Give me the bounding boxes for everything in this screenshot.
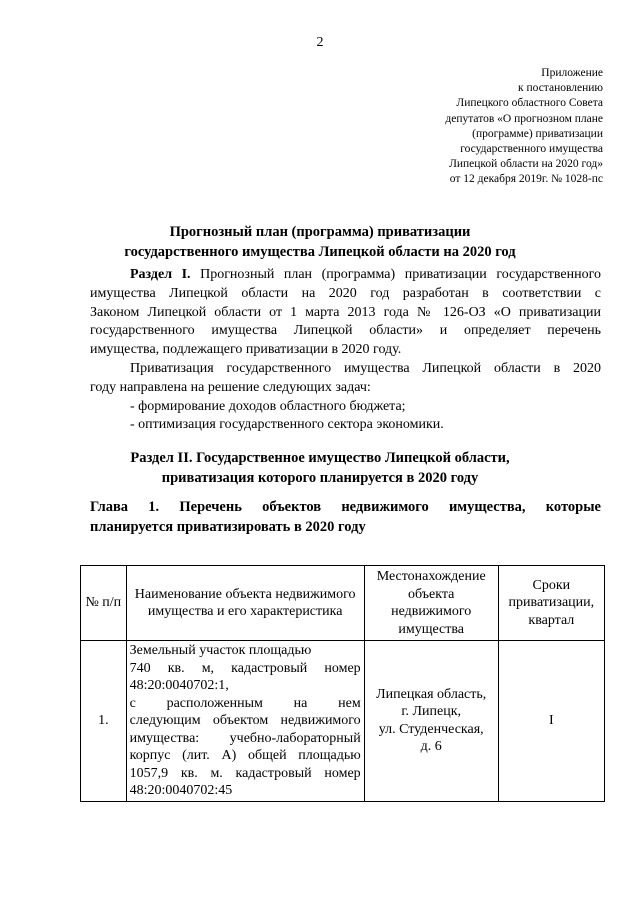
heading-line: приватизация которого планируется в 2020 году: [161, 470, 479, 486]
appendix-line: к постановлению: [518, 82, 603, 95]
cell-line: 48:20:0040702:1,: [129, 678, 229, 693]
section1-text: Прогнозный план (программа) приватизации государственного: [200, 267, 601, 282]
header-term: Сроки приватизации, квартал: [498, 566, 604, 641]
cell-line: Липецкая область,: [376, 686, 487, 702]
paragraph-line: имущества Липецкой области на 2020 год разработан в соответствии с: [90, 285, 601, 301]
paragraph-line: году направлена на решение следующих задач:: [90, 379, 371, 395]
tasks-paragraph: [90, 360, 601, 435]
cell-name: [126, 641, 364, 802]
header-name: Наименование объекта недвижимого имущества и его характеристика: [126, 566, 364, 641]
chapter-heading: [90, 497, 601, 537]
cell-line: следующим объектом недвижимого: [129, 713, 361, 728]
cell-line: 1057,9 кв. м. кадастровый номер: [129, 765, 361, 781]
cell-location: [364, 641, 498, 802]
cell-line: корпус (лит. А) общей площадью: [129, 748, 361, 763]
header-location: Местонахождение объекта недвижимого имущества: [364, 566, 498, 641]
cell-line: ул. Студенческая,: [378, 721, 484, 737]
cell-line: г. Липецк,: [401, 704, 462, 720]
cell-term: I: [498, 641, 604, 802]
heading-line: планируется приватизировать в 2020 году: [90, 519, 366, 535]
paragraph-line: Законом Липецкой области от 1 марта 2013 года № 126-ОЗ «О приватизации: [90, 304, 601, 320]
appendix-line: Приложение: [541, 67, 603, 79]
section2-heading: [40, 448, 600, 488]
page-number: 2: [316, 35, 324, 50]
objects-table: [80, 565, 605, 802]
task-item: - формирование доходов областного бюджета;: [130, 398, 406, 414]
title-line: Прогнозный план (программа) приватизации: [169, 224, 471, 240]
appendix-line: депутатов «О прогнозном плане: [445, 112, 603, 125]
appendix-block: [303, 66, 603, 188]
heading-line: Раздел II. Государственное имущество Липецкой области,: [130, 450, 510, 466]
cell-line: д. 6: [420, 739, 442, 755]
header-num: № п/п: [81, 566, 127, 641]
document-title: [40, 222, 600, 262]
heading-line: Глава 1. Перечень объектов недвижимого имущества, которые: [90, 499, 601, 515]
paragraph-line: [90, 266, 601, 285]
table-header-row: [81, 566, 605, 641]
appendix-line: (программе) приватизации: [472, 127, 603, 140]
section1-paragraph: [90, 266, 601, 360]
cell-line: Земельный участок площадью: [129, 643, 312, 658]
appendix-line: от 12 декабря 2019г. № 1028-пс: [449, 173, 603, 186]
cell-line: 740 кв. м, кадастровый номер: [129, 660, 361, 676]
paragraph-line: имущества, подлежащего приватизации в 2020 году.: [90, 342, 402, 358]
cell-num: 1.: [81, 641, 127, 802]
paragraph-line: государственного имущества Липецкой области» и определяет перечень: [90, 323, 601, 339]
title-line: государственного имущества Липецкой области на 2020 год: [124, 244, 516, 260]
task-item: - оптимизация государственного сектора экономики.: [130, 417, 444, 433]
appendix-line: Липецкой области на 2020 год»: [449, 158, 603, 171]
section1-heading: Раздел I.: [130, 267, 191, 282]
paragraph-line: Приватизация государственного имущества Липецкой области в 2020: [130, 361, 601, 376]
appendix-line: Липецкого областного Совета: [456, 97, 603, 110]
cell-line: имущества: учебно-лабораторный: [129, 730, 361, 746]
table-row: [81, 641, 605, 802]
cell-line: с расположенным на нем: [129, 695, 361, 711]
appendix-line: государственного имущества: [460, 143, 603, 156]
cell-line: 48:20:0040702:45: [129, 783, 233, 798]
